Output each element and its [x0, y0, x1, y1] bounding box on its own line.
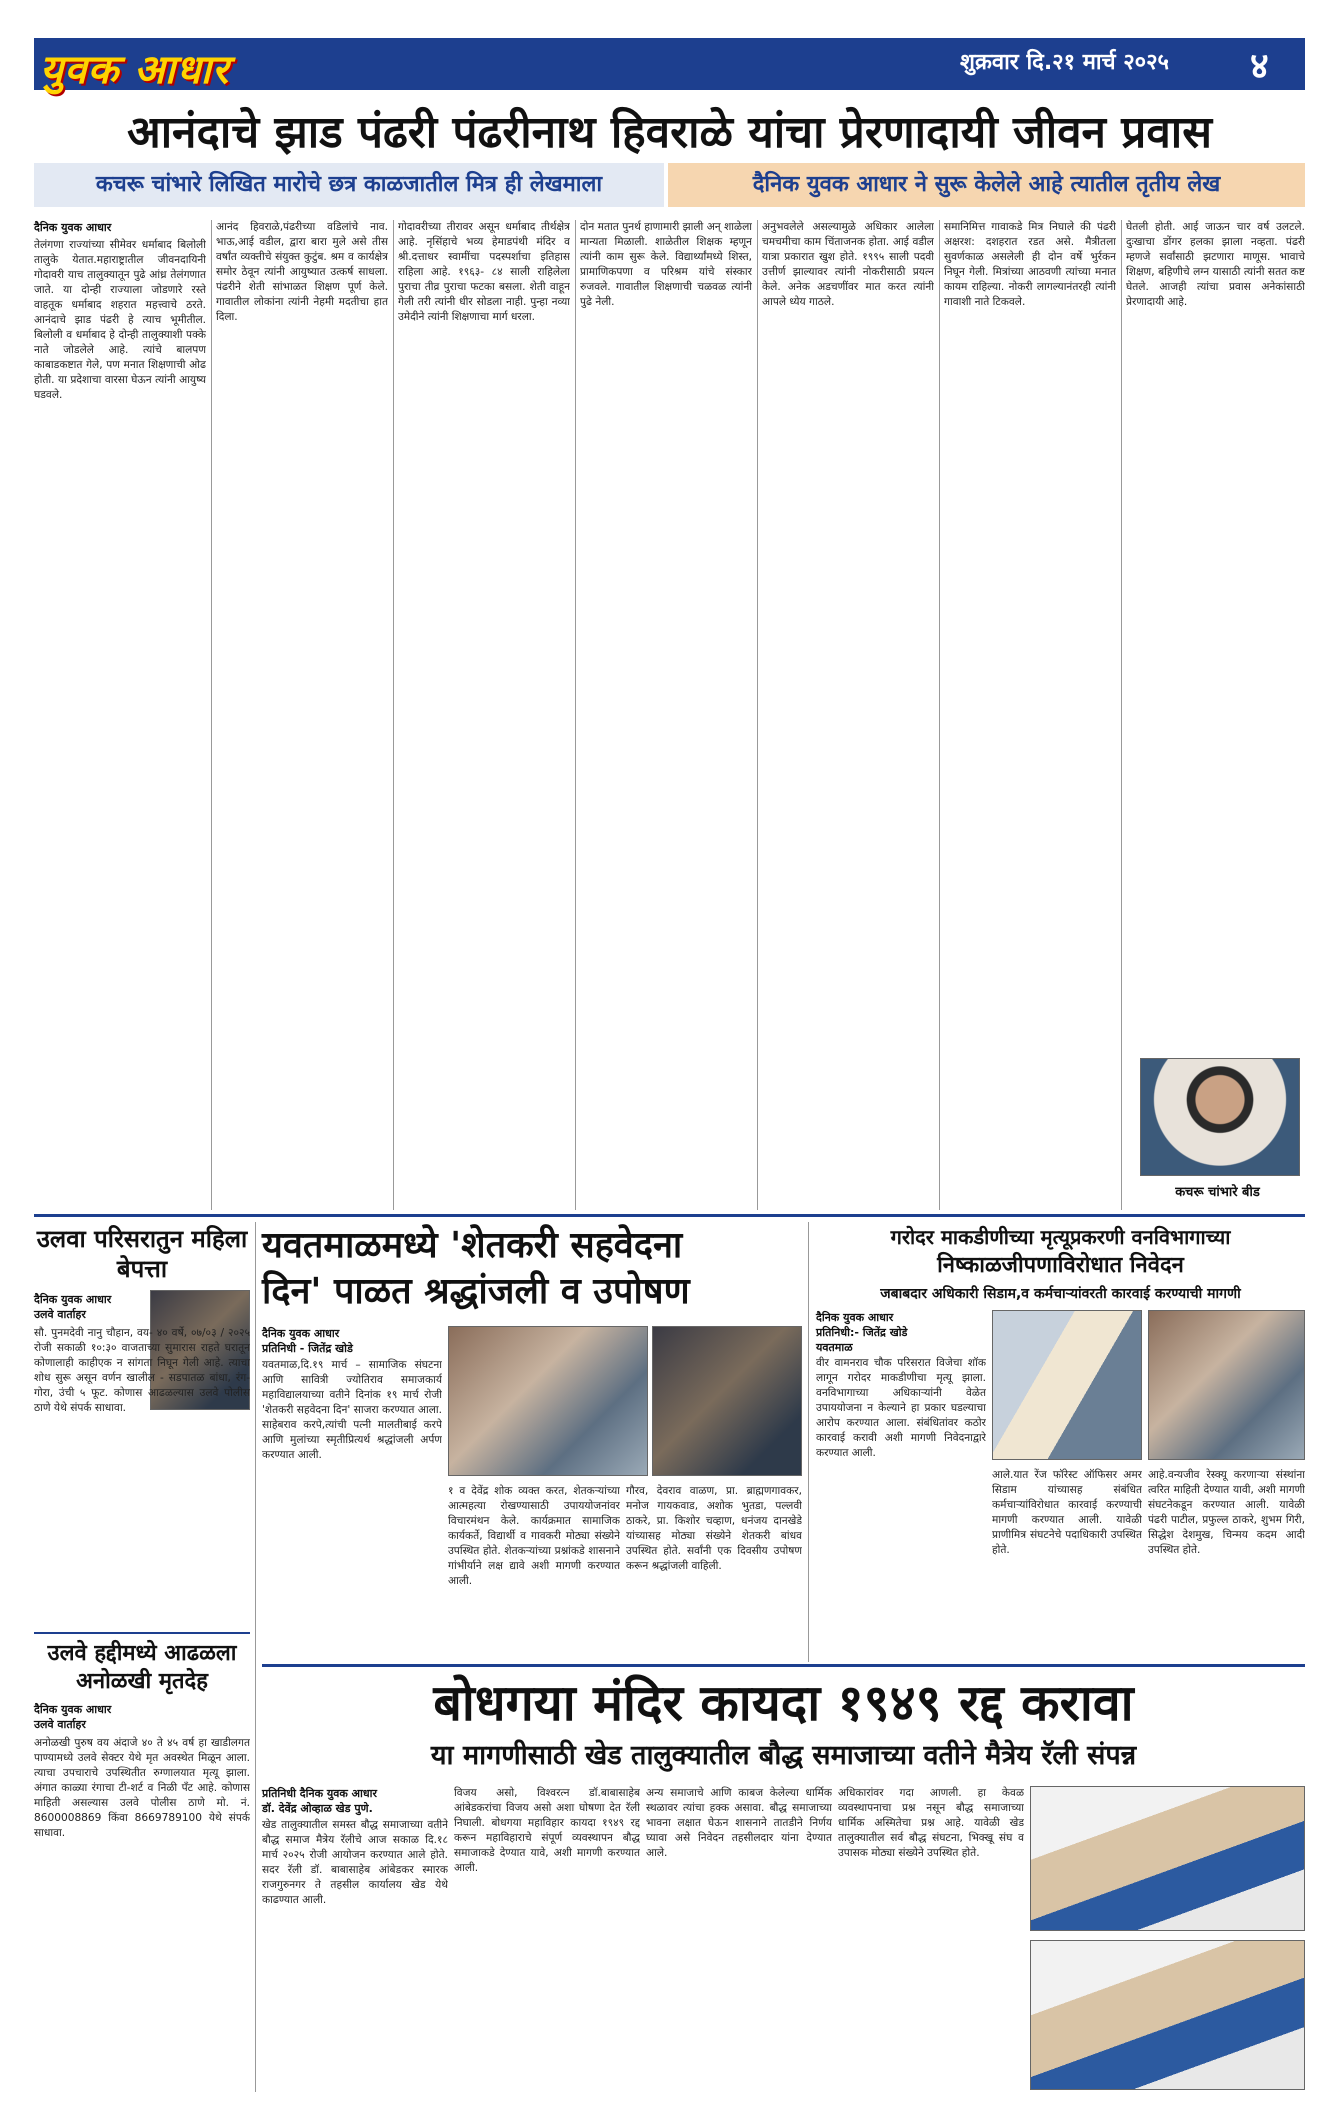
bodhgaya-rally-photo-2: [1030, 1940, 1305, 2090]
bodhgaya-rally-photo-1: [1030, 1786, 1305, 1931]
bodhgaya-body-4: अधिकारांवर गदा आणली. हा केवळ व्यवस्थापनाचा प्रश्न नसून बौद्ध समाजाच्या धार्मिक अस्मितेचा प्रश्न आहे. यावेळी खेड तालुक्यातील सर्व बौद्ध संघटना, भिक्खू संघ व उपासक मोठ्या संख्येने उपस्थित होते.: [838, 1787, 1024, 1859]
forest-body-1: वीर वामनराव चौक परिसरात विजेचा शॉक लागून गरोदर माकडीणीचा मृत्यू झाला. वनविभागाच्या अधिकाऱ्यांनी वेळेत उपाययोजना न केल्याने हा प्रकार घडल्याचा आरोप करण्यात आला. संबंधितांवर कठोर कारवाई करावी अशी मागणी निवेदनाद्वारे करण्यात आली.: [816, 1357, 986, 1459]
yavatmal-photo-1: [448, 1326, 648, 1476]
lead-column-7: घेतली होती. आई जाऊन चार वर्ष उलटले. दुःखाचा डोंगर हलका झाला नव्हता. पंढरी म्हणजे सर्वांसाठी झटणारा माणूस. भावाचे शिक्षण, बहिणीचे लग्न यासाठी त्यांनी सतत कष्ट घेतले. आजही त्यांचा प्रवास अनेकांसाठी प्रेरणादायी आहे.: [1126, 221, 1305, 308]
forest-subtitle: जबाबदार अधिकारी सिडाम,व कर्मचाऱ्यांवरती कारवाई करण्याची मागणी: [880, 1286, 1241, 1302]
yavatmal-title-line1: यवतमाळमध्ये 'शेतकरी सहवेदना: [262, 1225, 683, 1266]
lead-column-5: अनुभवलेले असल्यामुळे अधिकार आलेला चमचमीचा काम चिंताजनक होता. आई वडील यात्रा प्रकारात खुश होते. १९९५ साली पदवी उत्तीर्ण झाल्यावर त्यांनी नोकरीसाठी प्रयत्न केले. अनेक अडचणींवर मात करत त्यांनी आपले ध्येय गाठले.: [762, 221, 934, 308]
unidentified-body-title: उलवे हद्दीमध्ये आढळला अनोळखी मृतदेह: [47, 1641, 237, 1694]
column-divider: [211, 220, 212, 1210]
section-rule: [34, 1214, 1305, 1217]
bodhgaya-body-1: खेड तालुक्यातील समस्त बौद्ध समाजाच्या वतीने बौद्ध समाज मैत्रेय रॅलीचे आज सकाळ दि.१८ मार्च २०२५ रोजी आयोजन करण्यात आले होते. सदर रॅली डॉ. बाबासाहेब आंबेडकर स्मारक राजगुरुनगर ते तहसील कार्यालय खेड येथे काढण्यात आली.: [262, 1819, 448, 1906]
column-divider: [808, 1222, 809, 1662]
yavatmal-body-2: १ व देवेंद्र शोक व्यक्त करत, शेतकऱ्यांच्या आत्महत्या रोखण्यासाठी उपाययोजनांवर विचारमंथन केले. कार्यक्रमात सामाजिक कार्यकर्ते, विद्यार्थी व गावकरी मोठ्या संख्येने उपस्थित होते. शेतकऱ्यांच्या प्रश्नांकडे शासनाने गांभीर्याने लक्ष द्यावे अशी मागणी करण्यात आली.: [448, 1485, 620, 1587]
bodhgaya-body-3: अन्य समाजाचे आणि काबज केलेल्या धार्मिक स्थळावर त्यांचा हक्क असावा. बौद्ध समाजाच्या भावना लक्षात घेऊन शासनाने तातडीने निर्णय घ्यावा असे निवेदन तहसीलदार यांना देण्यात आले.: [646, 1787, 832, 1859]
column-divider: [575, 220, 576, 1210]
yavatmal-photo-2: [652, 1326, 802, 1476]
author-photo-caption: कचरू चांभारे बीड: [1175, 1185, 1260, 1200]
lead-column-4: दोन मतात पुनर्थ हाणामारी झाली अन् शाळेला मान्यता मिळाली. शाळेतील शिक्षक म्हणून त्यांनी काम सुरू केले. विद्यार्थ्यांमध्ये शिस्त, प्रामाणिकपणा व परिश्रम यांचे संस्कार रुजवले. गावातील शिक्षणाची चळवळ त्यांनी पुढे नेली.: [580, 221, 752, 308]
yavatmal-title-line2: दिन' पाळत श्रद्धांजली व उपोषण: [262, 1271, 690, 1312]
column-divider: [939, 220, 940, 1210]
forest-photo-2: [1148, 1310, 1305, 1460]
column-divider: [393, 220, 394, 1210]
column-divider: [1121, 220, 1122, 1210]
newspaper-logo: युवक आधार: [40, 46, 230, 93]
unidentified-body-text: अनोळखी पुरुष वय अंदाजे ४० ते ४५ वर्ष हा खाडीलगत पाण्यामध्ये उलवे सेक्टर येथे मृत अवस्थेत मिळून आला. त्याचा उपचाराचे उपस्थितीत रुग्णालयात मृत्यू झाला. अंगात काळ्या रंगाचा टी-शर्ट व निळी पँट आहे. कोणास माहिती असल्यास उलवे पोलीस ठाणे मो. नं. 8600008869 किंवा 8669789100 येथे संपर्क साधावा.: [34, 1737, 250, 1839]
lead-column-1: तेलंगणा राज्यांच्या सीमेवर धर्माबाद बिलोली तालुके येतात.महाराष्ट्रातील जीवनदायिनी गोदावरी याच तालुक्यातून पुढे आंध्र तेलंगणात जाते. या दोन्ही राज्याला जोडणारे रस्ते वाहतूक धर्माबाद शहरात महत्त्वाचे ठरते. आनंदाचे झाड पंढरी हे त्याच भूमीतील. बिलोली व धर्माबाद हे दोन्ही तालुक्याशी पक्के नाते जोडलेले आहे. त्यांचे बालपण काबाडकष्टात गेले, पण मनात शिक्षणाची ओढ होती. या प्रदेशाचा वारसा घेऊन त्यांनी आयुष्य घडवले.: [34, 239, 206, 401]
forest-photo-1: [992, 1310, 1142, 1460]
bodhgaya-body-2: विजय असो, विश्वरत्न डॉ.बाबासाहेब आंबेडकरांचा विजय असो अशा घोषणा देत रॅली निघाली. बोधगया महाविहार कायदा १९४९ रद्द करून महाविहाराचे संपूर्ण व्यवस्थापन बौद्ध समाजाकडे देण्यात यावे, अशी मागणी करण्यात आली.: [454, 1787, 640, 1874]
yavatmal-byline: दैनिक युवक आधार प्रतिनिधी - जितेंद्र खोडे: [262, 1327, 353, 1355]
lead-column-3: गोदावरीच्या तीरावर असून धर्माबाद तीर्थक्षेत्र आहे. नृसिंहाचे भव्य हेमाडपंथी मंदिर व श्री.दत्ताधर स्वामींचा पदस्पर्शाचा इतिहास राहिला आहे. १९६३- ८४ साली राहिलेला पुराचा तीव्र पुराचा फटका बसला. शेती वाहून गेली तरी त्यांनी धीर सोडला नाही. पुन्हा नव्या उमेदीने त्यांनी शिक्षणाचा मार्ग धरला.: [398, 221, 570, 323]
lead-column-6: समानिमित्त गावाकडे मित्र निघाले की पंढरी अक्षरश: दशहरात रडत असे. मैत्रीतला सुवर्णकाळ असलेली ही दोन वर्षे भुर्रकन निघून गेली. मित्रांच्या आठवणी त्यांच्या मनात कायम राहिल्या. नोकरी लागल्यानंतरही त्यांनी गावाशी नाते टिकवले.: [944, 221, 1116, 308]
missing-woman-byline: दैनिक युवक आधार उलवे वार्ताहर: [34, 1293, 112, 1321]
section-rule: [34, 1632, 250, 1634]
bodhgaya-subtitle: या मागणीसाठी खेड तालुक्यातील बौद्ध समाजाच्या वतीने मैत्रेय रॅली संपन्न: [430, 1740, 1137, 1771]
section-rule: [262, 1664, 1305, 1667]
forest-title-line2: निष्काळजीपणाविरोधात निवेदन: [937, 1253, 1184, 1278]
lead-column-2: आनंद हिवराळे,पंढरीच्या वडिलांचे नाव. भाऊ,आई वडील, द्वारा बारा मुले असे तीस वर्षांत व्यक्तीचे संयुक्त कुटुंब. श्रम व कार्यक्षेत्र समोर ठेवून त्यांनी आयुष्यात उत्कर्ष साधला. पंढरीने शेती सांभाळत शिक्षण पूर्ण केले. गावातील लोकांना त्यांनी नेहमी मदतीचा हात दिला.: [216, 221, 388, 323]
forest-title-line1: गरोदर माकडीणीच्या मृत्यूप्रकरणी वनविभागाच्या: [890, 1225, 1231, 1249]
page-number: ४: [1250, 46, 1269, 87]
author-photo: [1140, 1058, 1300, 1176]
lead-strap-left: कचरू चांभारे लिखित मारोचे छत्र काळजातील मित्र ही लेखमाला: [34, 163, 664, 207]
missing-woman-body: सौ. पुनमदेवी नानु चौहान, वय- ४० वर्षे, ०७/०३ / २०२५ रोजी सकाळी १०:३० वाजताच्या सुमारास राहते घरातून कोणालाही काहीएक न सांगता निघून गेली आहे. त्याचा शोध सुरू असून वर्णन खालील - सडपातळ बांधा, रंग- गोरा, उंची ५ फूट. कोणास आढळल्यास उलवे पोलीस ठाणे येथे संपर्क साधावा.: [34, 1327, 250, 1414]
missing-woman-title: उलवा परिसरातुन महिला बेपत्ता: [36, 1225, 248, 1283]
unidentified-body-byline: दैनिक युवक आधार उलवे वार्ताहर: [34, 1703, 112, 1731]
column-divider: [757, 220, 758, 1210]
yavatmal-body-1: यवतमाळ,दि.१९ मार्च – सामाजिक संघटना आणि सावित्री ज्योतिराव समाजकार्य महाविद्यालयाच्या वतीने दिनांक १९ मार्च रोजी 'शेतकरी सहवेदना दिन' साजरा करण्यात आला. साहेबराव करपे,त्यांची पत्नी मालतीबाई करपे आणि मुलांच्या स्मृतीप्रित्यर्थ श्रद्धांजली अर्पण करण्यात आली.: [262, 1359, 442, 1461]
bodhgaya-byline: प्रतिनिधी दैनिक युवक आधार डॉ. देवेंद्र ओव्हाळ खेड पुणे.: [262, 1787, 377, 1815]
lead-headline: आनंदाचे झाड पंढरी पंढरीनाथ हिवराळे यांचा प्रेरणादायी जीवन प्रवास: [127, 107, 1212, 158]
lead-byline: दैनिक युवक आधार: [34, 221, 112, 234]
forest-body-3: आहे.वन्यजीव रेस्क्यू करणाऱ्या संस्थांना त्वरित माहिती देण्यात यावी, अशी मागणी संघटनेकडून करण्यात आली. यावेळी पंढरी पाटील, प्रफुल्ल ठाकरे, शुभम गिरी, सिद्धेश देशमुख, चिन्मय कदम आदी उपस्थित होते.: [1148, 1469, 1305, 1556]
column-divider: [255, 1222, 256, 2092]
yavatmal-body-3: गौरव, देवराव वाळण, प्रा. ब्राह्मणगावकर, मनोज गायकवाड, अशोक भुतडा, पल्लवी ठाकरे, प्रा. किशोर चव्हाण, धनंजय दानखेडे यांच्यासह मोठ्या संख्येने शेतकरी बांधव उपस्थित होते. सर्वांनी एक दिवसीय उपोषण करून श्रद्धांजली वाहिली.: [626, 1485, 802, 1572]
issue-date: शुक्रवार दि.२१ मार्च २०२५: [960, 50, 1169, 75]
forest-byline: दैनिक युवक आधार प्रतिनिधी:- जितेंद्र खोडे यवतमाळ: [816, 1311, 908, 1354]
forest-body-2: आले.यात रेंज फॉरेस्ट ऑफिसर अमर सिडाम यांच्यासह संबंधित कर्मचाऱ्यांविरोधात कारवाई करण्याची मागणी करण्यात आली. यावेळी प्राणीमित्र संघटनेचे पदाधिकारी उपस्थित होते.: [992, 1469, 1142, 1556]
lead-strap-right: दैनिक युवक आधार ने सुरू केलेले आहे त्यातील तृतीय लेख: [668, 163, 1305, 207]
bodhgaya-title: बोधगया मंदिर कायदा १९४९ रद्द करावा: [433, 1674, 1134, 1732]
